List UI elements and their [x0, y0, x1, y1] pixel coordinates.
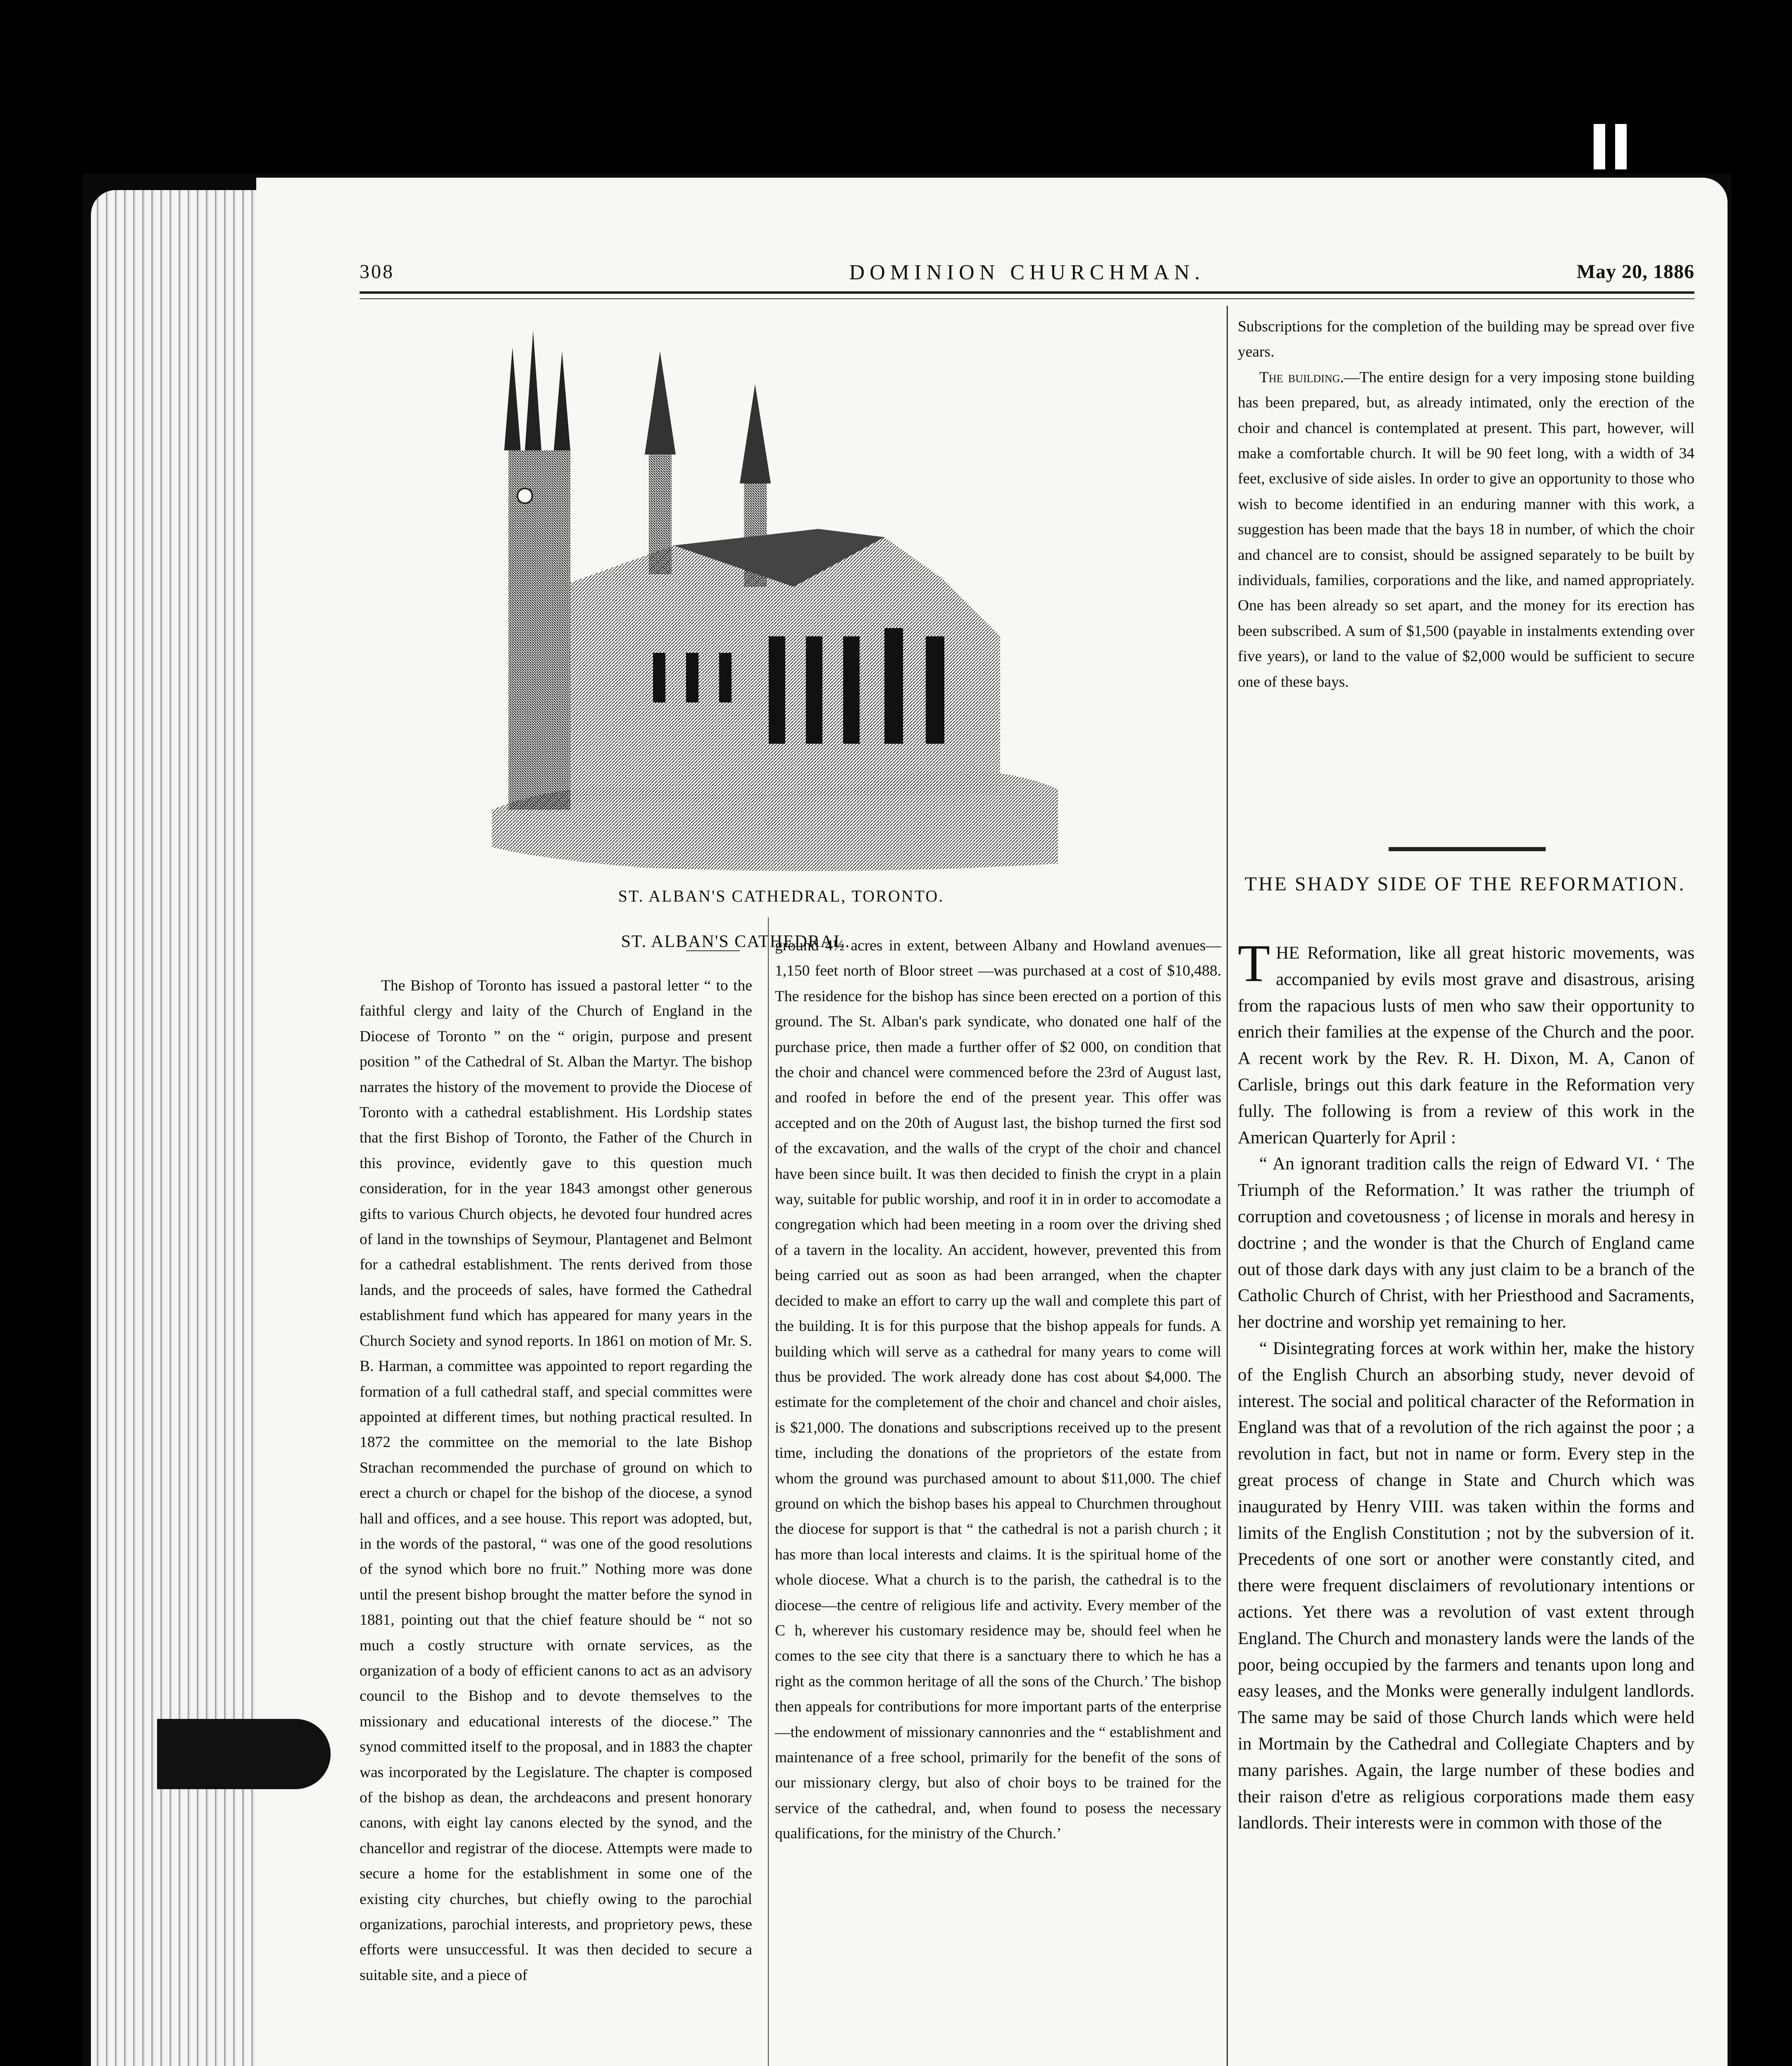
- column-3-building-paragraph: [1238, 365, 1694, 695]
- scanner-clip: [157, 1719, 331, 1789]
- article-column-1: [360, 973, 752, 2066]
- page-number: 308: [360, 261, 394, 283]
- publication-title: DOMINION CHURCHMAN.: [849, 261, 1205, 284]
- tower-clock: [517, 488, 532, 503]
- running-header: [360, 260, 1694, 285]
- illustration-caption: ST. ALBAN'S CATHEDRAL, TORONTO.: [618, 887, 944, 905]
- reformation-p1-text: HE Reformation, like all great historic movements, was accompanied by evils most grave and disastrous, arising from the rapacious lusts of men who saw their opportunity to enrich their families at the expense of the Church and the poor. A recent work by the Rev. R. H. Dixon, M. A, Canon of Carlisle, brings out this dark feature in the Reformation very fully. The following is from a review of this work in the American Quarterly for April :: [1238, 943, 1694, 1147]
- main-tower: [508, 450, 570, 810]
- reformation-paragraph-2: “ An ignorant tradition calls the reign of Edward VI. ‘ The Triumph of the Reformation.’ It was rather the triumph of corruption and covetousness ; of license in morals and heresy in doctrine ; and the wonder is that the Church of England came out of those dark days with any just claim to be a branch of the Catholic Church of Christ, with her Priesthood and Sacraments, her doctrine and worship yet remaining to her.: [1238, 1154, 1694, 1332]
- column-2-text: ground 4½ acres in extent, between Albany and Howland avenues—1,150 feet north of Bloor street —was purchased at a cost of $10,488. The residence for the bishop has since been erected on a portion of this ground. The St. Alban's park syndicate, who donated one half of the purchase price, then made a further offer of $2 000, on condition that the choir and chancel were commenced before the 23rd of August last, and roofed in before the end of the present year. This offer was accepted and on the 20th of August last, the bishop turned the first sod of the excavation, and the walls of the crypt of the choir and chancel have been since built. It was then decided to finish the crypt in a plain way, suitable for public worship, and roof it in in order to accomodate a congregation which had been meeting in a room over the driving shed of a tavern in the locality. An accident, however, prevented this from being carried out as soon as had been arranged, when the chapter decided to make an effort to carry up the wall and complete this part of the building. It is for this purpose that the bishop appeals for funds. A building which will serve as a cathedral for many years to come will thus be provided. The work already done has cost about $4,000. The estimate for the completement of the choir and chancel and choir aisles, is $21,000. The donations and subscriptions received up to the present time, including the donations of the proprietors of the estate from whom the ground was purchased amount to about $11,000. The chief ground on which the bishop bases his appeal to Churchmen throughout the diocese for support is that “ the cathedral is not a parish church ; it has more than local interests and claims. It is the spiritual home of the whole diocese. What a church is to the parish, the cathedral is to the diocese—the centre of religious life and activity. Every member of the C h, wherever his customary residence may be, should feel when he comes to the see city that there is a sanctuary there to which he has a right as the common heritage of all the sons of the Church.’ The bishop then appeals for contributions for more important parts of the enterprise—the endowment of missionary cannonries and the “ establishment and maintenance of a free school, primarily for the benefit of the sons of our missionary clergy, but also of choir boys to be trained for the service of the cathedral, and, when found to posess the necessary qualifications, for the ministry of the Church.’: [775, 937, 1221, 1842]
- article-column-3: [1238, 314, 1694, 847]
- header-rule-thin: [360, 298, 1694, 299]
- reformation-paragraph-3: “ Disintegrating forces at work within her, make the history of the English Church an absorbing study, never devoid of interest. The social and political character of the Reformation in England was that of a revolution of the rich against the poor ; a revolution in fact, but not in name or form. Every step in the great process of change in State and Church which was inaugurated by Henry VIII. was taken within the forms and limits of the English Constitution ; not by the subversion of it. Precedents of one sort or another were constantly cited, and there were frequent disclaimers of revolutionary intentions or actions. Yet there was a revolution of vast extent through England. The Church and monastery lands were the lands of the poor, being occupied by the farmers and tenants upon long and easy leases, and the Monks were generally indulgent landlords. The same may be said of those Church lands which were held in Mortmain by the Cathedral and Collegiate Chapters and by many parishes. Again, the large number of these bodies and their raison d'etre as religious corporations made them easy landlords. Their interests were in common with those of the: [1238, 1338, 1694, 1833]
- left-spire: [645, 351, 676, 455]
- right-spire: [740, 384, 771, 483]
- building-text: —The entire design for a very imposing stone building has been prepared, but, as already intimated, only the erection of the choir and chancel is contemplated at present. This part, however, will make a comfortable church. It will be 90 feet long, with a width of 34 feet, exclusive of side aisles. In order to give an opportunity to those who wish to become identified in an enduring manner with this work, a suggestion has been made that the bays 18 in number, of which the choir and chancel are to consist, should be assigned separately to be built by individuals, families, corporations and the like, and named appropriately. One has been already so set apart, and the money for its erection has been subscribed. A sum of $1,500 (payable in instalments extending over five years), or land to the value of $2,000 would be sufficient to secure one of these bays.: [1238, 369, 1694, 690]
- column-3-intro: Subscriptions for the completion of the building may be spread over five years.: [1238, 318, 1694, 361]
- column-divider-left: [768, 917, 769, 2066]
- drop-cap: T: [1238, 934, 1270, 993]
- scan-edge-marks-top: [1594, 124, 1643, 169]
- reformation-heading: THE SHADY SIDE OF THE REFORMATION.: [1244, 873, 1686, 895]
- column-divider-right: [1227, 306, 1228, 2066]
- header-rule-thick: [360, 291, 1694, 294]
- building-label: The building.: [1259, 369, 1344, 386]
- reformation-column: [1238, 934, 1694, 2066]
- cathedral-illustration: [479, 314, 1066, 884]
- reformation-paragraph-1: [1238, 934, 1694, 1151]
- article-column-2: [775, 933, 1221, 2066]
- article-heading: ST. ALBAN'S CATHEDRAL.: [621, 932, 851, 951]
- tower-pinnacles: [504, 331, 570, 450]
- column-1-text: The Bishop of Toronto has issued a pastoral letter “ to the faithful clergy and laity of the Church of England in the Diocese of Toronto ” on the “ origin, purpose and present position ” of the Cathedral of St. Alban the Martyr. The bishop narrates the history of the movement to provide the Diocese of Toronto with a cathedral establishment. His Lordship states that the first Bishop of Toronto, the Father of the Church in this province, evidently gave to this question much consideration, for in the year 1843 amongst other generous gifts to various Church objects, he devoted four hundred acres of land in the townships of Seymour, Plantagenet and Belmont for a cathedral establishment. The rents derived from those lands, and the proceeds of sales, have formed the Cathedral establishment fund which has appeared for many years in the Church Society and synod reports. In 1861 on motion of Mr. S. B. Harman, a committee was appointed to report regarding the formation of a full cathedral staff, and special committes were appointed at different times, but nothing practical resulted. In 1872 the committee on the memorial to the late Bishop Strachan recommended the purchase of ground on which to erect a church or chapel for the bishop of the diocese, a synod hall and offices, and a see house. This report was adopted, but, in the words of the pastoral, “ was one of the good resolutions of the synod which bore no fruit.” Nothing more was done until the present bishop brought the matter before the synod in 1881, pointing out that the chief feature should be “ not so much a costly structure with ornate services, as the organization of a body of efficient canons to act as an advisory council to the Bishop and to devote themselves to the missionary and educational interests of the diocese.” The synod committed itself to the proposal, and in 1883 the chapter was incorporated by the Legislature. The chapter is composed of the bishop as dean, the archdeacons and present honorary canons, with eight lay canons elected by the synod, and the chancellor and registrar of the diocese. Attempts were made to secure a home for the establishment in some one of the existing city churches, but chiefly owing to the parochial organizations, parochial interests, and proprietory pews, these efforts were unsuccessful. It was then decided to secure a suitable site, and a piece of: [360, 977, 752, 1984]
- section-rule: [1389, 847, 1546, 851]
- heading-rule: [686, 950, 740, 951]
- issue-date: May 20, 1886: [1576, 261, 1694, 283]
